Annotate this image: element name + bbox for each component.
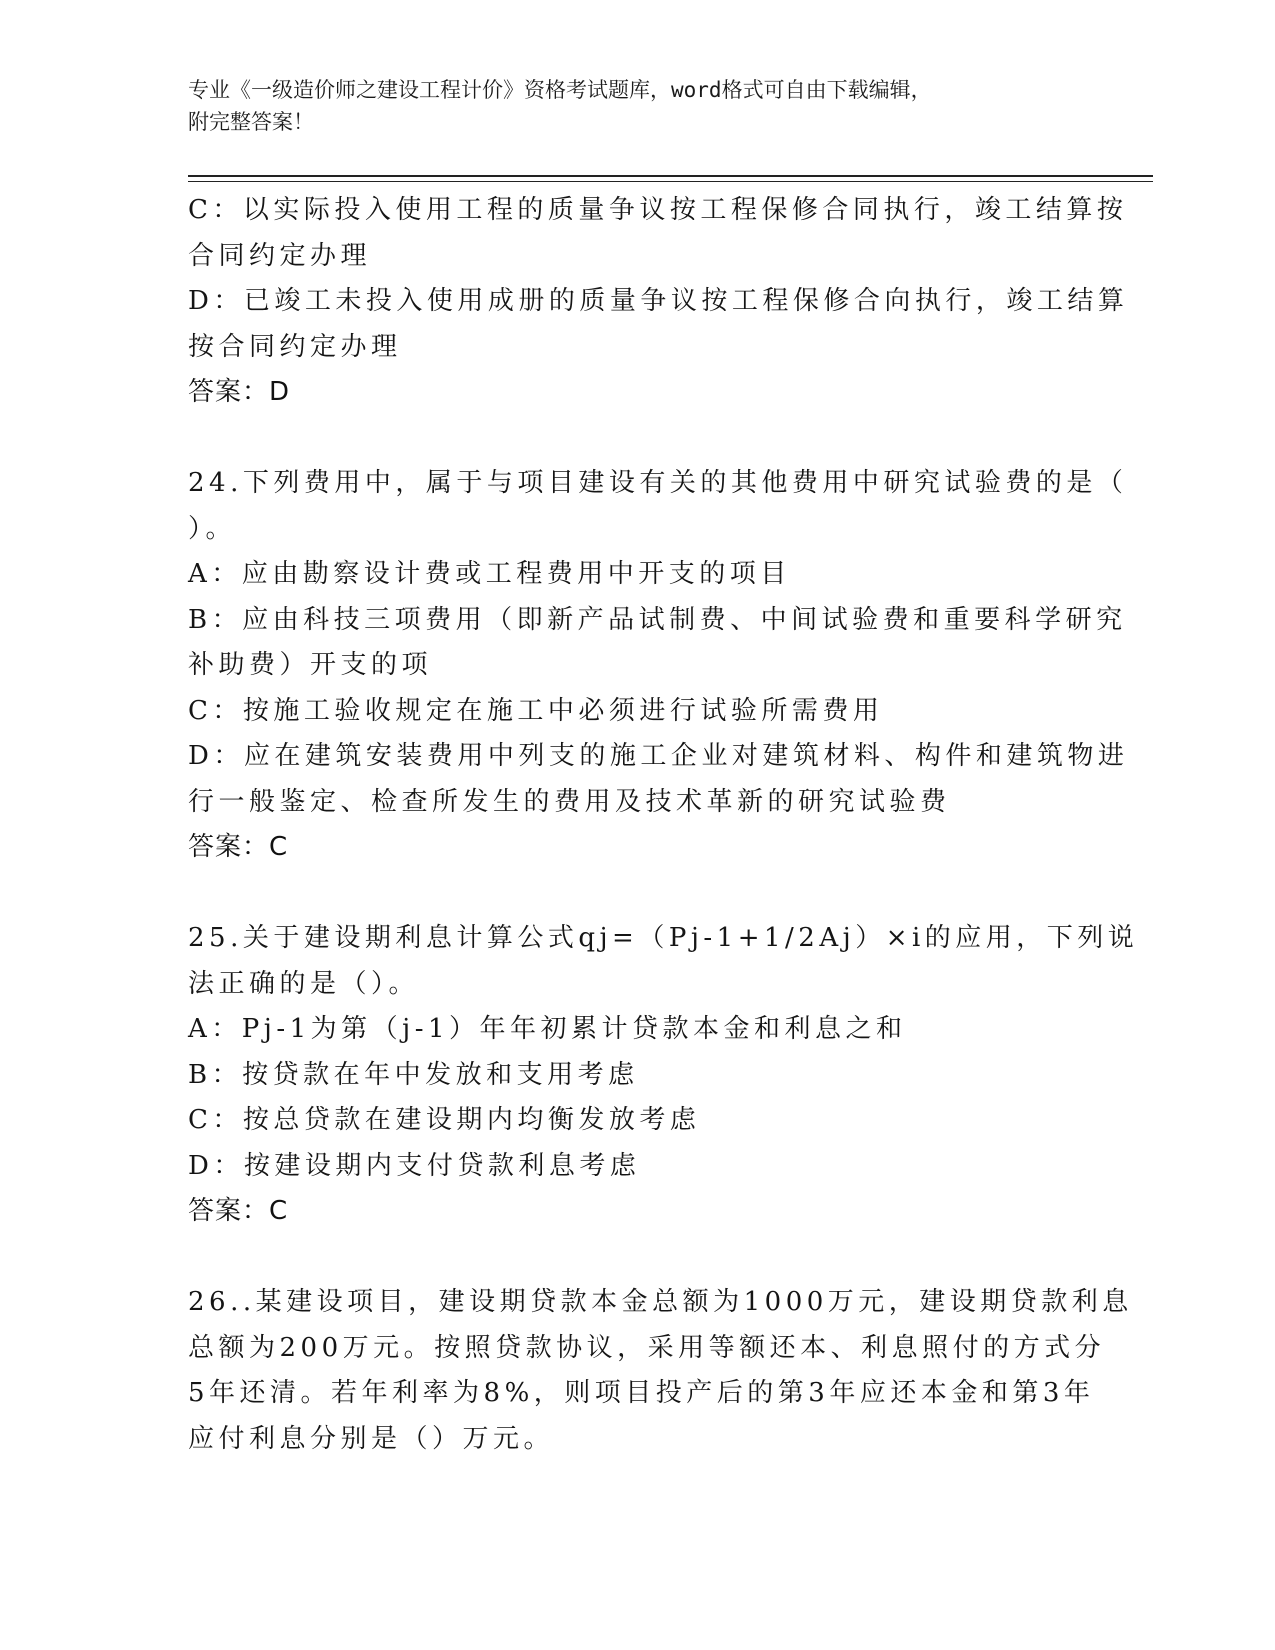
- answer-24: 答案：C: [188, 832, 289, 862]
- question-stem-line-3: 5年还清。若年利率为8%，则项目投产后的第3年应还本金和第3年: [188, 1378, 1095, 1408]
- option-c: C：按施工验收规定在施工中必须进行试验所需费用: [188, 695, 884, 726]
- question-stem-line-2: 总额为200万元。按照贷款协议，采用等额还本、利息照付的方式分: [188, 1332, 1106, 1363]
- option-c: C：按总贷款在建设期内均衡发放考虑: [188, 1105, 701, 1135]
- question-stem-line-2: 法正确的是（）。: [188, 968, 420, 999]
- option-a: A：Pj-1为第（j-1）年年初累计贷款本金和利息之和: [188, 1014, 907, 1044]
- document-header: [188, 74, 1068, 138]
- answer-23: 答案：D: [188, 377, 291, 407]
- header-line-1: 专业《一级造价师之建设工程计价》资格考试题库，word格式可自由下载编辑，: [188, 78, 932, 102]
- option-b: B：按贷款在年中发放和支用考虑: [188, 1059, 639, 1090]
- question-23-tail: [188, 188, 1129, 416]
- question-content: [188, 188, 1139, 1462]
- option-c-line-2: 合同约定办理: [188, 240, 372, 271]
- question-26: [188, 1280, 1133, 1462]
- option-a: A：应由勘察设计费或工程费用中开支的项目: [188, 559, 791, 589]
- question-stem-line-4: 应付利息分别是（）万元。: [188, 1423, 555, 1454]
- question-stem-line-1: 26..某建设项目，建设期贷款本金总额为1000万元，建设期贷款利息: [188, 1287, 1133, 1317]
- question-25: [188, 916, 1139, 1235]
- spacer: [188, 416, 1088, 462]
- answer-25: 答案：C: [188, 1196, 289, 1226]
- spacer: [188, 871, 1088, 917]
- header-divider-thin: [188, 181, 1153, 182]
- question-stem-line-1: 25.关于建设期利息计算公式qj=（Pj-1+1/2Aj）×i的应用，下列说: [188, 923, 1139, 953]
- option-b-line-2: 补助费）开支的项: [188, 650, 433, 680]
- spacer: [188, 1235, 1088, 1281]
- option-d-line-2: 行一般鉴定、检查所发生的费用及技术革新的研究试验费: [188, 786, 951, 817]
- option-b-line-1: B：应由科技三项费用（即新产品试制费、中间试验费和重要科学研究: [188, 604, 1127, 635]
- question-24: [188, 461, 1129, 871]
- option-d-line-2: 按合同约定办理: [188, 331, 402, 362]
- option-d-line-1: D：应在建筑安装费用中列支的施工企业对建筑材料、构件和建筑物进: [188, 741, 1129, 771]
- question-stem-line-2: ）。: [188, 513, 237, 544]
- header-line-2: 附完整答案！: [188, 110, 314, 134]
- question-stem-line-1: 24.下列费用中，属于与项目建设有关的其他费用中研究试验费的是（: [188, 468, 1128, 498]
- header-divider-thick: [188, 175, 1153, 177]
- option-d-line-1: D：已竣工未投入使用成册的质量争议按工程保修合向执行，竣工结算: [188, 286, 1129, 316]
- option-d: D：按建设期内支付贷款利息考虑: [188, 1150, 641, 1181]
- option-c-line-1: C：以实际投入使用工程的质量争议按工程保修合同执行，竣工结算按: [188, 195, 1128, 225]
